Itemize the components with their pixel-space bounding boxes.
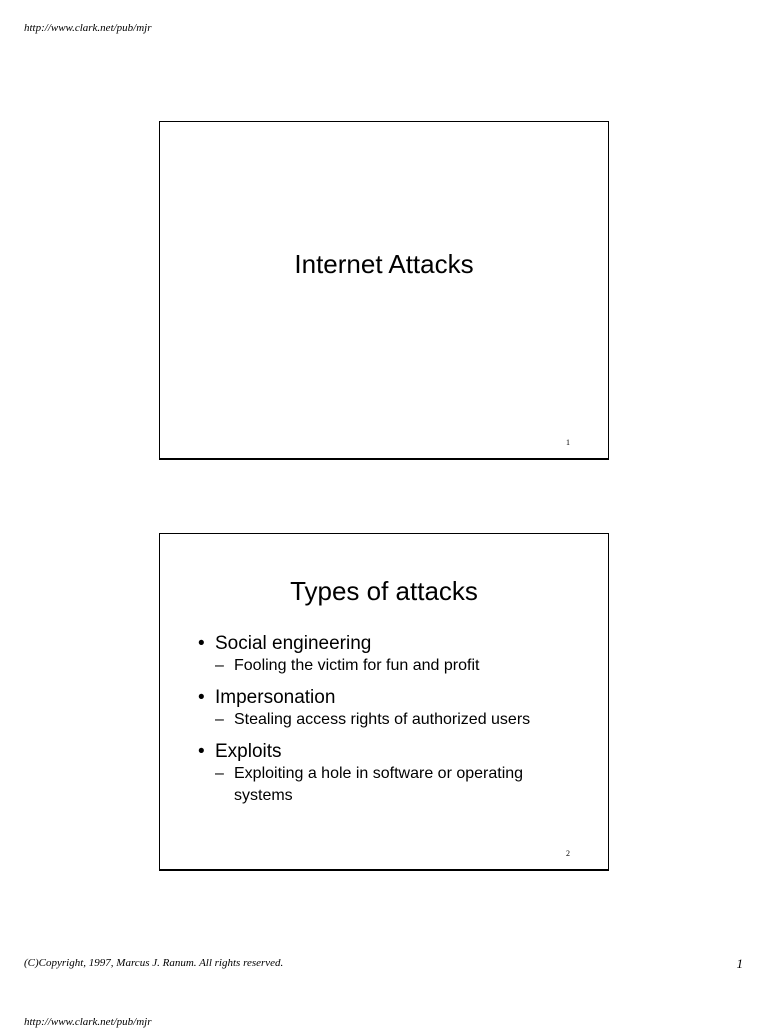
bullet-text: Social engineering xyxy=(215,633,372,654)
bullet-item xyxy=(198,741,578,807)
slide-title: Types of attacks xyxy=(290,576,478,606)
bullet-item xyxy=(198,687,578,731)
bullet-list xyxy=(198,633,578,817)
slide-title: Internet Attacks xyxy=(294,249,474,279)
bullet-text: Exploits xyxy=(215,741,282,762)
bullet-icon: • xyxy=(198,633,205,654)
dash-icon: – xyxy=(215,657,224,674)
footer-page-number: 1 xyxy=(736,956,743,971)
bullet-item xyxy=(198,633,578,677)
sub-bullet-text: Fooling the victim for fun and profit xyxy=(234,657,480,674)
bullet-icon: • xyxy=(198,687,205,708)
footer-copyright: (C)Copyright, 1997, Marcus J. Ranum. All rights reserved. xyxy=(24,957,284,969)
bullet-icon: • xyxy=(198,741,205,762)
next-page-header-url: http://www.clark.net/pub/mjr xyxy=(24,1016,152,1028)
slide-2 xyxy=(159,533,609,871)
sub-bullet-text: Exploiting a hole in software or operating systems xyxy=(234,765,524,804)
slide-number: 1 xyxy=(566,438,570,447)
sub-bullet-text: Stealing access rights of authorized users xyxy=(234,711,531,728)
bullet-text: Impersonation xyxy=(215,687,336,708)
slide-1 xyxy=(159,121,609,460)
dash-icon: – xyxy=(215,711,224,728)
header-url: http://www.clark.net/pub/mjr xyxy=(24,22,152,34)
slide-number: 2 xyxy=(566,849,570,858)
dash-icon: – xyxy=(215,765,224,782)
